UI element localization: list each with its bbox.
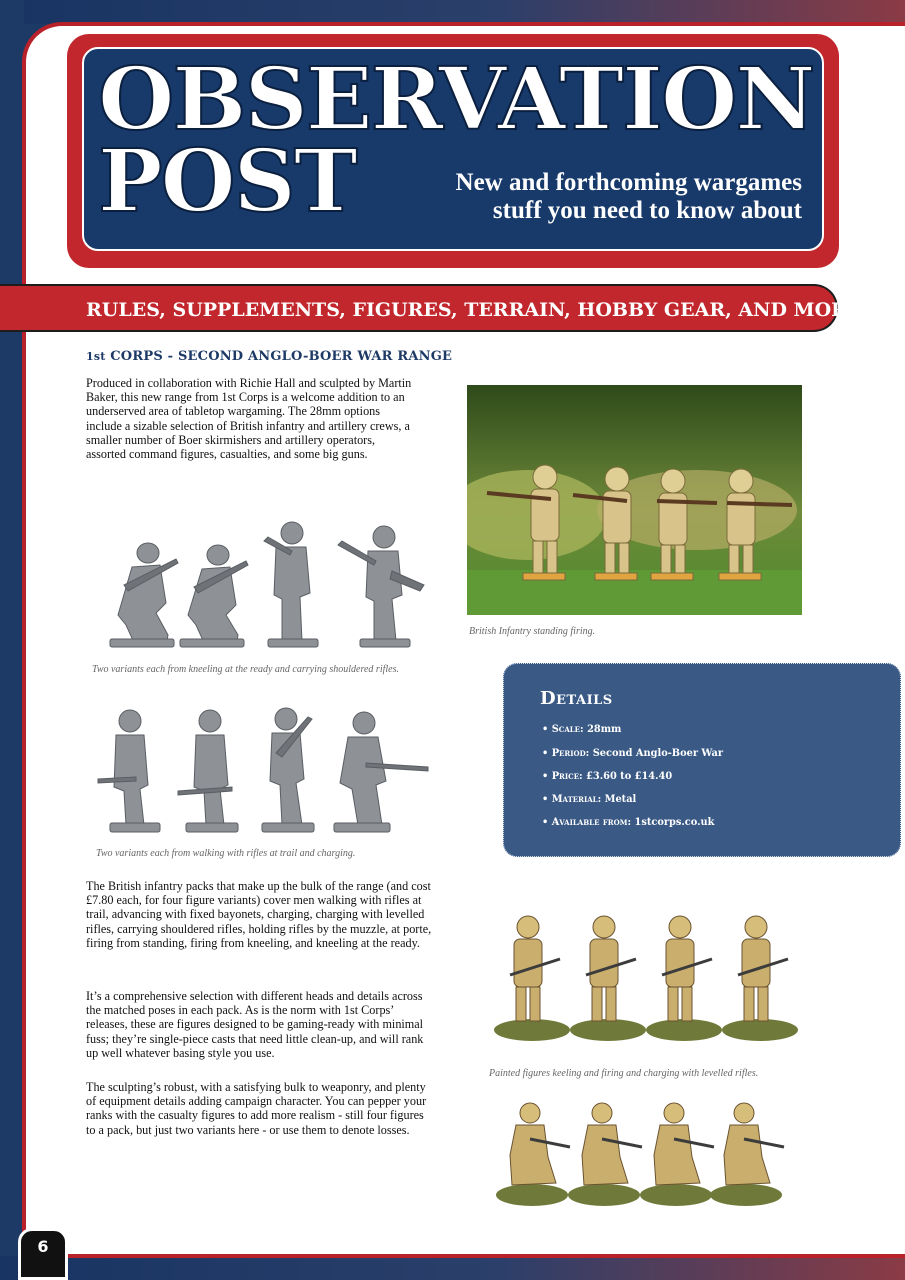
tagline-line1: New and forthcoming wargames <box>455 169 802 196</box>
tagline-line2: stuff you need to know about <box>492 197 802 224</box>
details-box <box>503 663 901 857</box>
details-period: • Period: Second Anglo-Boer War <box>542 748 724 759</box>
bottom-border <box>0 1256 905 1280</box>
details-material: • Material: Metal <box>542 794 637 805</box>
paragraph-sculpting: The sculpting’s robust, with a satisfying bulk to weaponry, and plenty of equipment details adding campaign character. You can pepper your ranks with the casualty figures to add more realism - still four figures to a pack, but just two variants here - or use them to denote losses. <box>86 1080 427 1137</box>
details-scale: • Scale: 28mm <box>542 724 622 735</box>
masthead-tagline <box>456 169 802 225</box>
caption-standing-firing: British Infantry standing firing. <box>469 626 596 637</box>
details-available: • Available from: 1stcorps.co.uk <box>542 817 715 828</box>
paragraph-intro: Produced in collaboration with Richie Hall and sculpted by Martin Baker, this new range from 1st Corps is a welcome addition to an underserved area of tabletop wargaming. The 28mm options include a sizable selection of British infantry and artillery crews, a smaller number of Boer skirmishers and artillery operators, assorted command figures, casualties, and some big guns. <box>86 376 412 462</box>
masthead-panel <box>82 47 824 251</box>
caption-grey-walking: Two variants each from walking with rifles at trail and charging. <box>96 848 356 859</box>
photo-grey-walking <box>96 705 436 840</box>
details-price: • Price: £3.60 to £14.40 <box>542 771 673 782</box>
paragraph-selection: It’s a comprehensive selection with different heads and details across the matched poses in each pack. As is the norm with 1st Corps’ releases, these are figures designed to be gaming-ready with minimal fuss; they’re single-piece casts that need little clean-up, and will rank up well whatever basing style you use. <box>86 989 424 1060</box>
page-number-tab <box>18 1228 68 1280</box>
masthead <box>67 34 839 268</box>
masthead-title-line1: OBSERVATION <box>98 49 814 150</box>
caption-painted: Painted figures keeling and firing and charging with levelled rifles. <box>489 1068 759 1079</box>
section-banner-text: RULES, SUPPLEMENTS, FIGURES, TERRAIN, HOBBY GEAR, AND MORE <box>86 299 862 321</box>
top-border <box>0 0 905 24</box>
caption-grey-kneeling: Two variants each from kneeling at the ready and carrying shouldered rifles. <box>92 664 399 675</box>
left-border <box>0 0 24 1280</box>
paragraph-packs: The British infantry packs that make up the bulk of the range (and cost £7.80 each, for four figure variants) cover men walking with rifles at trail, advancing with fixed bayonets, charging, charging with levelled rifles, carrying shouldered rifles, holding rifles by the muzzle, at porte, firing from standing, firing from kneeling, and kneeling at the ready. <box>86 879 432 950</box>
photo-grey-kneeling <box>96 515 436 657</box>
page-number: 6 <box>37 1237 49 1256</box>
article-heading-text: CORPS - SECOND ANGLO-BOER WAR RANGE <box>110 349 453 364</box>
photo-standing-firing <box>467 385 802 615</box>
section-banner <box>0 284 862 332</box>
masthead-title-line2: POST <box>98 131 356 232</box>
photo-painted-charging <box>490 905 810 1045</box>
article-heading <box>86 349 452 364</box>
photo-painted-kneeling <box>490 1095 790 1210</box>
article-heading-prefix: 1st <box>86 350 106 363</box>
details-title: Details <box>540 688 613 709</box>
